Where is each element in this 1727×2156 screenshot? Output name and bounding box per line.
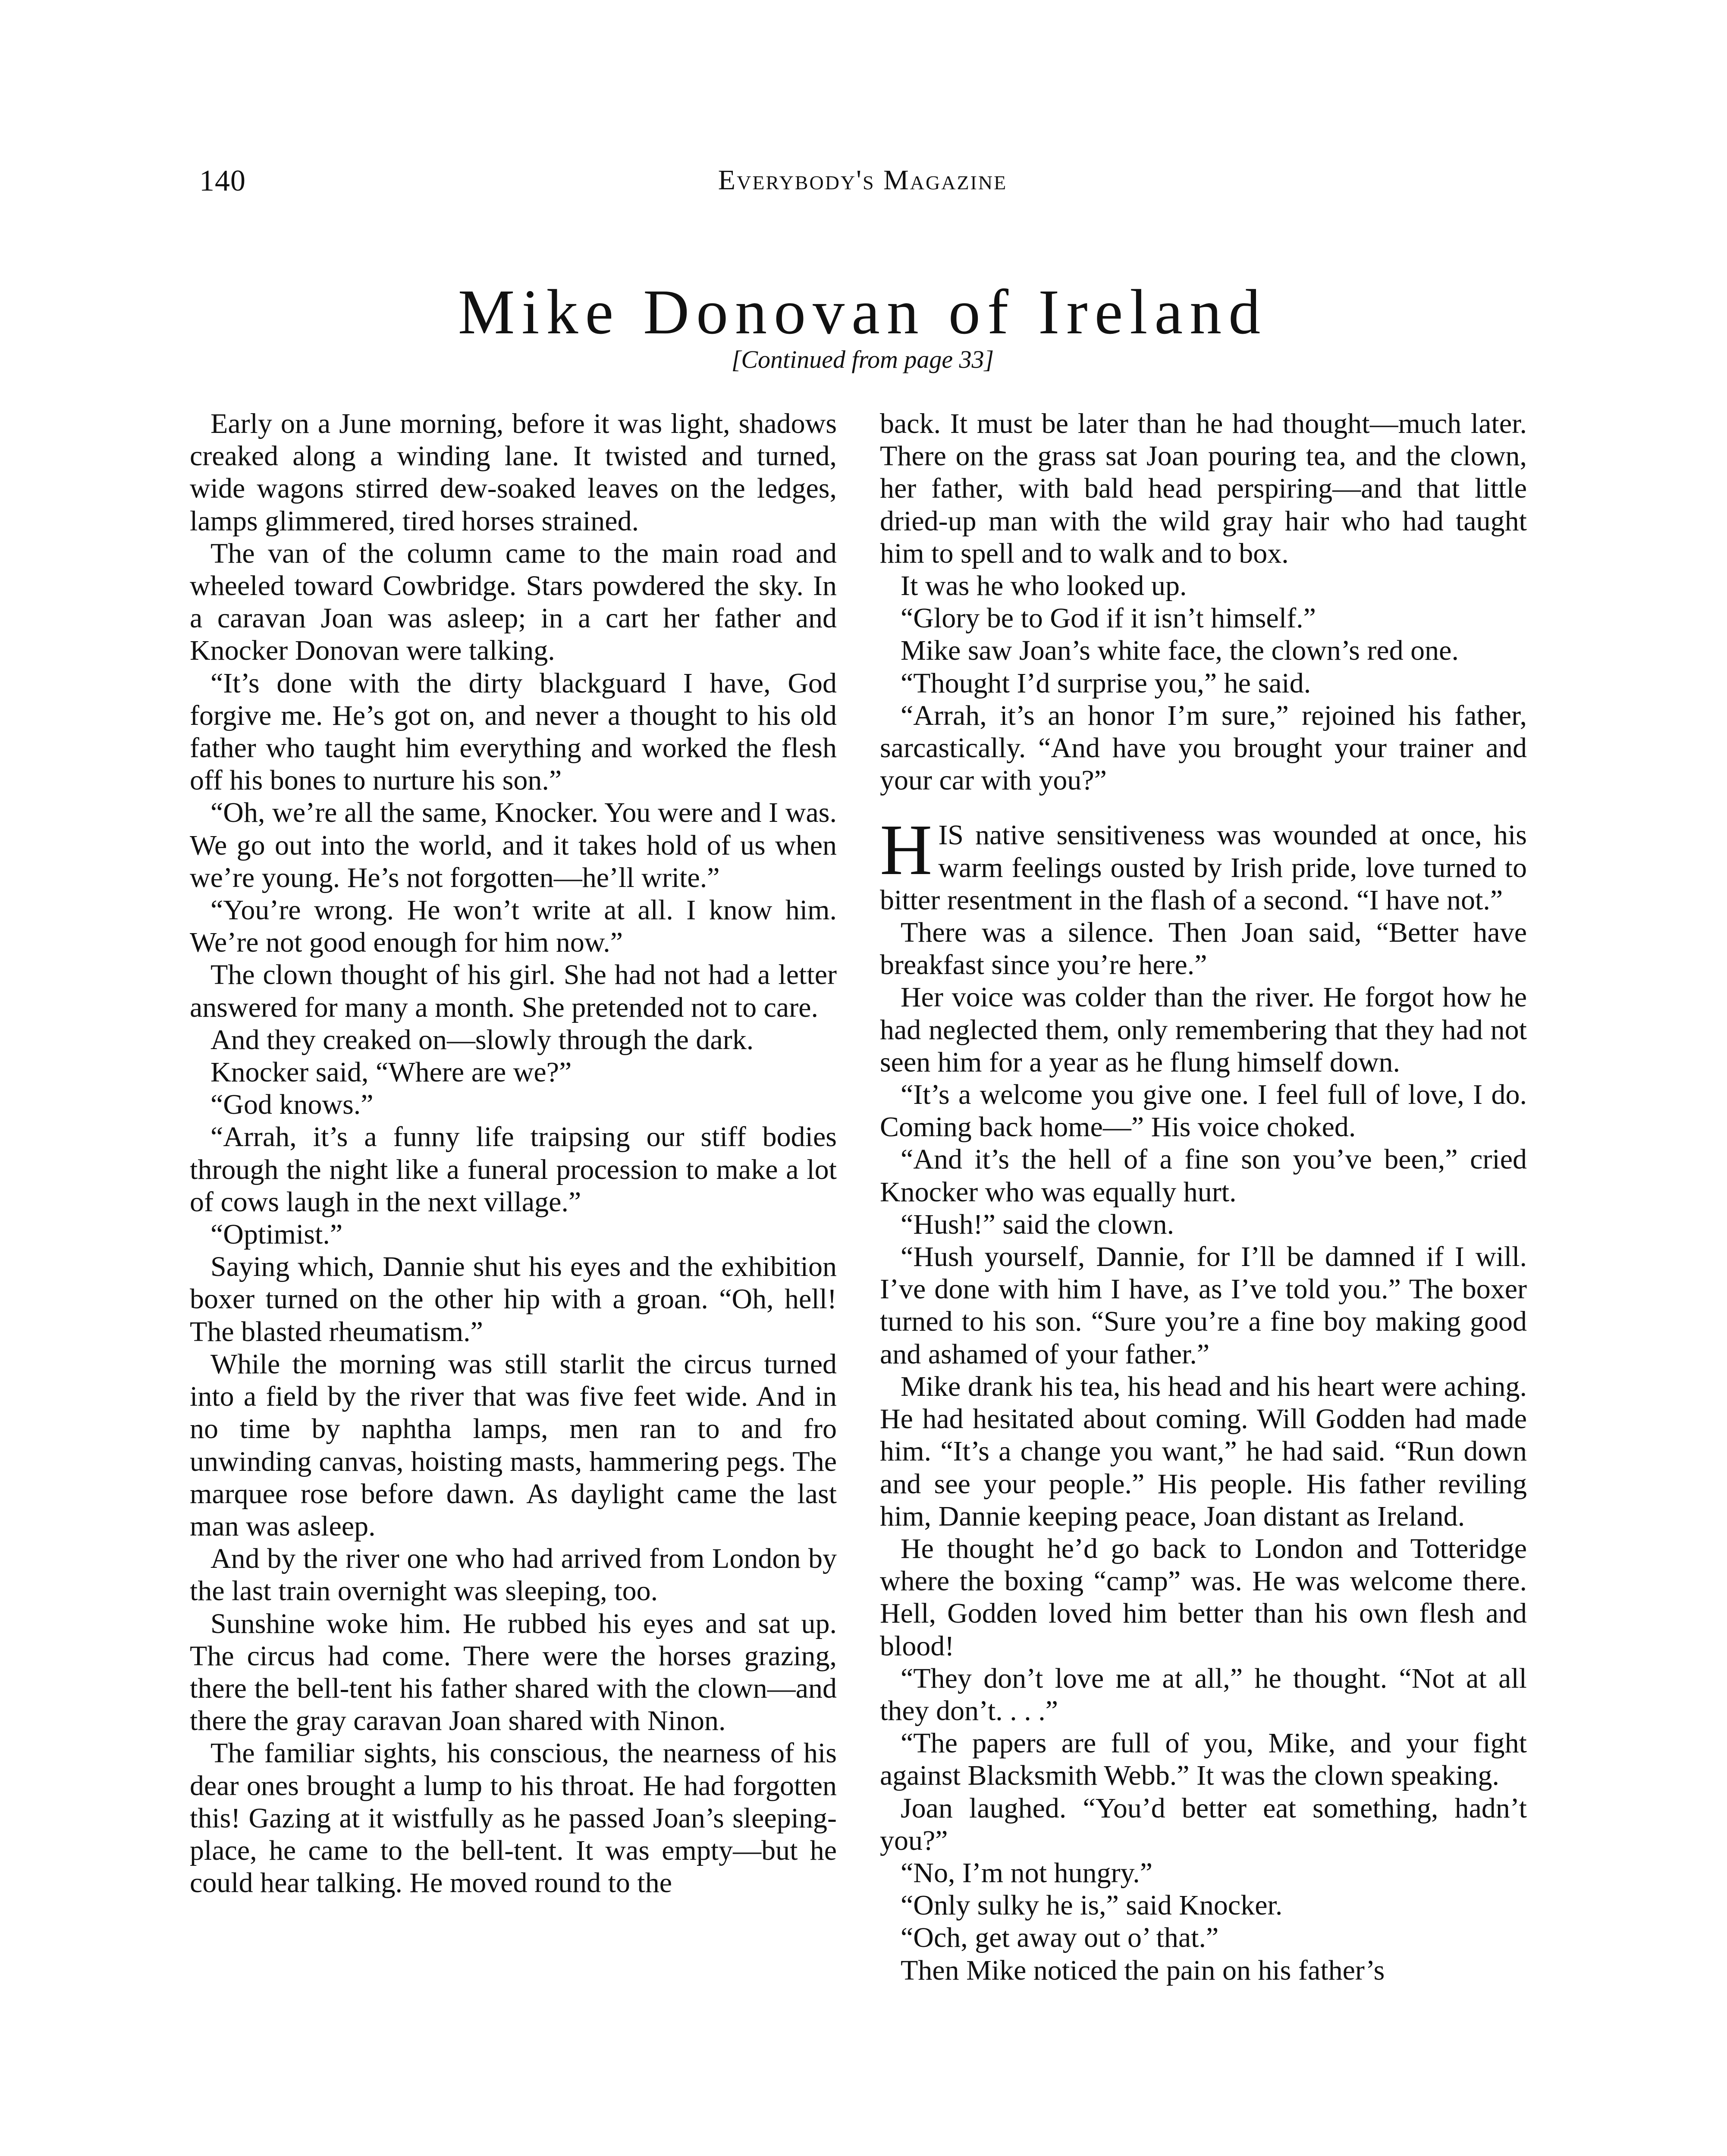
paragraph: And they creaked on—slowly through the dark. <box>210 1024 754 1056</box>
paragraph: “Arrah, it’s a funny life traipsing our stiff bodies through the night like a funeral procession to make a lot of cows laugh in the next village.” <box>190 1121 837 1218</box>
paragraph: Early on a June morning, before it was light, shadows creaked along a winding lane. It twisted and turned, wide wagons stirred dew-soaked leaves on the ledges, lamps glimmered, tired horses strained. <box>190 408 837 537</box>
paragraph: It was he who looked up. <box>901 570 1187 602</box>
page-number: 140 <box>199 164 246 197</box>
right-column <box>880 407 1527 1987</box>
paragraph: “Hush yourself, Dannie, for I’ll be damned if I will. I’ve done with him I have, as I’ve told you.” The boxer turned to his son. “Sure you’re a fine boy making good and ashamed of your father.” <box>880 1241 1527 1370</box>
drop-cap-letter: H <box>880 810 933 890</box>
paragraph: “Oh, we’re all the same, Knocker. You were and I was. We go out into the world, and it takes hold of us when we’re young. He’s not forgotten—he’ll write.” <box>190 797 837 893</box>
paragraph: “No, I’m not hungry.” <box>901 1857 1153 1889</box>
paragraph: Joan laughed. “You’d better eat something, hadn’t you?” <box>880 1792 1527 1856</box>
paragraph: “And it’s the hell of a fine son you’ve been,” cried Knocker who was equally hurt. <box>880 1144 1527 1208</box>
paragraph: He thought he’d go back to London and Totteridge where the boxing “camp” was. He was welcome there. Hell, Godden loved him better than his own flesh and blood! <box>880 1532 1527 1662</box>
paragraph: Mike saw Joan’s white face, the clown’s red one. <box>901 635 1459 667</box>
paragraph: “Thought I’d surprise you,” he said. <box>901 667 1311 699</box>
paragraph: “Och, get away out o’ that.” <box>901 1922 1219 1954</box>
paragraph: Her voice was colder than the river. He forgot how he had neglected them, only remembering that they had not seen him for a year as he flung himself down. <box>880 981 1527 1078</box>
paragraph: “Glory be to God if it isn’t himself.” <box>901 602 1316 634</box>
running-head: Everybody's Magazine <box>718 164 1008 196</box>
left-column <box>190 407 837 1899</box>
paragraph: Knocker said, “Where are we?” <box>210 1056 572 1088</box>
paragraph: While the morning was still starlit the circus turned into a field by the river that was five feet wide. And in no time by naphtha lamps, men ran to and fro unwinding canvas, hoisting masts, hammering pegs. The marquee rose before dawn. As daylight came the last man was asleep. <box>190 1348 837 1542</box>
paragraph: And by the river one who had arrived from London by the last train overnight was sleeping, too. <box>190 1543 837 1607</box>
paragraph: “Arrah, it’s an honor I’m sure,” rejoined his father, sarcastically. “And have you brought your trainer and your car with you?” <box>880 699 1527 796</box>
paragraph: The clown thought of his girl. She had not had a letter answered for many a month. She pretended not to care. <box>190 959 837 1023</box>
paragraph: “The papers are full of you, Mike, and your fight against Blacksmith Webb.” It was the clown speaking. <box>880 1727 1527 1792</box>
dropcap-paragraph-text: IS native sensitiveness was wounded at once, his warm feelings ousted by Irish pride, love turned to bitter resentment in the flash of a second. “I have not.” <box>880 819 1527 916</box>
paragraph: There was a silence. Then Joan said, “Better have breakfast since you’re here.” <box>880 917 1527 981</box>
continued-note: [Continued from page 33] <box>731 345 994 373</box>
paragraph: The van of the column came to the main road and wheeled toward Cowbridge. Stars powdered the sky. In a caravan Joan was asleep; in a cart her father and Knocker Donovan were talking. <box>190 537 837 667</box>
paragraph: “Hush!” said the clown. <box>901 1208 1174 1240</box>
paragraph: Then Mike noticed the pain on his father’s <box>901 1954 1385 1986</box>
paragraph: “You’re wrong. He won’t write at all. I know him. We’re not good enough for him now.” <box>190 894 837 959</box>
paragraph: Saying which, Dannie shut his eyes and the exhibition boxer turned on the other hip with a groan. “Oh, hell! The blasted rheumatism.” <box>190 1251 837 1348</box>
paragraph: “Only sulky he is,” said Knocker. <box>901 1890 1283 1921</box>
paragraph: The familiar sights, his conscious, the nearness of his dear ones brought a lump to his throat. He had forgotten this! Gazing at it wistfully as he passed Joan’s sleeping-place, he came to the bell-tent. It was empty—but he could hear talking. He moved round to the <box>190 1737 837 1899</box>
paragraph: “Optimist.” <box>210 1219 343 1250</box>
paragraph: back. It must be later than he had thought—much later. There on the grass sat Joan pouring tea, and the clown, her father, with bald head perspiring—and that little dried-up man with the wild gray hair who had taught him to spell and to walk and to box. <box>880 408 1527 569</box>
dropcap-paragraph <box>880 810 1527 916</box>
paragraph: “It’s done with the dirty blackguard I have, God forgive me. He’s got on, and never a thought to his old father who taught him everything and worked the flesh off his bones to nurture his son.” <box>190 667 837 796</box>
paragraph: Sunshine woke him. He rubbed his eyes and sat up. The circus had come. There were the horses grazing, there the bell-tent his father shared with the clown—and there the gray caravan Joan shared with Ninon. <box>190 1608 837 1737</box>
article-title: Mike Donovan of Ireland <box>458 277 1268 348</box>
paragraph: Mike drank his tea, his head and his heart were aching. He had hesitated about coming. Will Godden had made him. “It’s a change you want,” he had said. “Run down and see your people.” His people. His father reviling him, Dannie keeping peace, Joan distant as Ireland. <box>880 1370 1527 1532</box>
paragraph: “God knows.” <box>210 1089 374 1121</box>
paragraph: “They don’t love me at all,” he thought. “Not at all they don’t. . . .” <box>880 1662 1527 1727</box>
paragraph: “It’s a welcome you give one. I feel full of love, I do. Coming back home—” His voice choked. <box>880 1079 1527 1143</box>
